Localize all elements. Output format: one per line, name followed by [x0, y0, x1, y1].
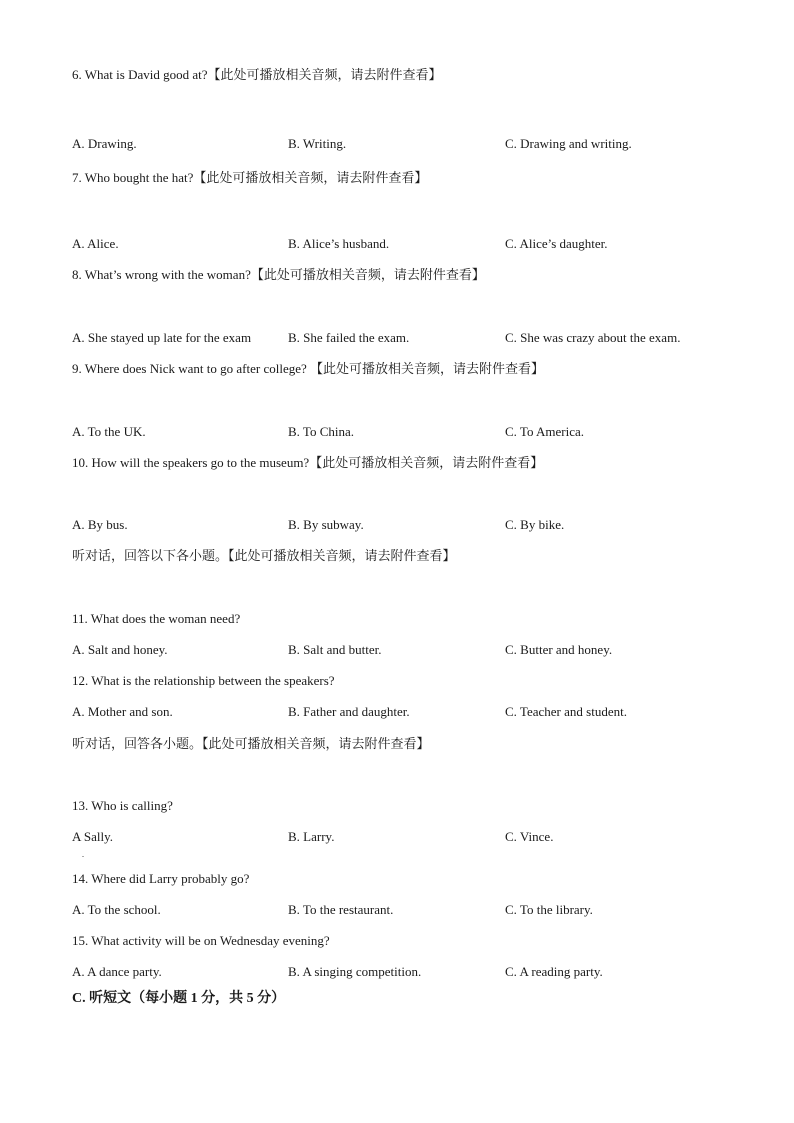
question-7-option-c: C. Alice’s daughter. [505, 236, 608, 251]
question-15-option-b: B. A singing competition. [288, 964, 422, 979]
question-8-option-a: A. She stayed up late for the exam [72, 330, 252, 345]
question-11-option-b: B. Salt and butter. [288, 642, 382, 657]
dialogue-instruction-1: 听对话，回答以下各小题。【此处可播放相关音频，请去附件查看】 [72, 548, 456, 563]
question-10-option-c: C. By bike. [505, 517, 565, 532]
question-14-option-c: C. To the library. [505, 902, 593, 917]
question-15-prompt: 15. What activity will be on Wednesday evening? [72, 933, 330, 948]
question-14-option-b: B. To the restaurant. [288, 902, 394, 917]
question-9-prompt: 9. Where does Nick want to go after college? 【此处可播放相关音频，请去附件查看】 [72, 361, 544, 376]
question-11-prompt: 11. What does the woman need? [72, 611, 241, 626]
question-8-prompt: 8. What’s wrong with the woman?【此处可播放相关音频，请去附件查看】 [72, 267, 485, 282]
question-15-option-a: A. A dance party. [72, 964, 162, 979]
question-6-option-a: A. Drawing. [72, 136, 137, 151]
question-11-option-a: A. Salt and honey. [72, 642, 168, 657]
question-12-option-c: C. Teacher and student. [505, 704, 627, 719]
question-6-option-b: B. Writing. [288, 136, 347, 151]
question-13-option-c: C. Vince. [505, 829, 554, 844]
stray-mark: . [82, 850, 84, 859]
question-11-option-c: C. Butter and honey. [505, 642, 613, 657]
question-8-option-b: B. She failed the exam. [288, 330, 410, 345]
question-10-option-a: A. By bus. [72, 517, 128, 532]
question-12-option-a: A. Mother and son. [72, 704, 173, 719]
question-9-option-c: C. To America. [505, 424, 585, 439]
question-10-option-b: B. By subway. [288, 517, 364, 532]
question-15-option-c: C. A reading party. [505, 964, 603, 979]
question-7-prompt: 7. Who bought the hat?【此处可播放相关音频，请去附件查看】 [72, 170, 428, 185]
section-heading: C. 听短文（每小题 1 分，共 5 分） [72, 991, 286, 1006]
question-6-prompt: 6. What is David good at?【此处可播放相关音频，请去附件查看】 [72, 67, 442, 82]
question-12-prompt: 12. What is the relationship between the speakers? [72, 673, 335, 688]
question-10-prompt: 10. How will the speakers go to the museum?【此处可播放相关音频，请去附件查看】 [72, 455, 544, 470]
question-14-prompt: 14. Where did Larry probably go? [72, 871, 250, 886]
dialogue-instruction-2: 听对话，回答各小题。【此处可播放相关音频，请去附件查看】 [72, 736, 430, 751]
question-7-option-a: A. Alice. [72, 236, 119, 251]
question-9-option-b: B. To China. [288, 424, 355, 439]
question-6-option-c: C. Drawing and writing. [505, 136, 632, 151]
question-7-option-b: B. Alice’s husband. [288, 236, 390, 251]
question-13-option-b: B. Larry. [288, 829, 335, 844]
question-9-option-a: A. To the UK. [72, 424, 146, 439]
question-12-option-b: B. Father and daughter. [288, 704, 410, 719]
question-14-option-a: A. To the school. [72, 902, 161, 917]
question-8-option-c: C. She was crazy about the exam. [505, 330, 681, 345]
question-13-option-a: A Sally. [72, 829, 114, 844]
question-13-prompt: 13. Who is calling? [72, 798, 173, 813]
